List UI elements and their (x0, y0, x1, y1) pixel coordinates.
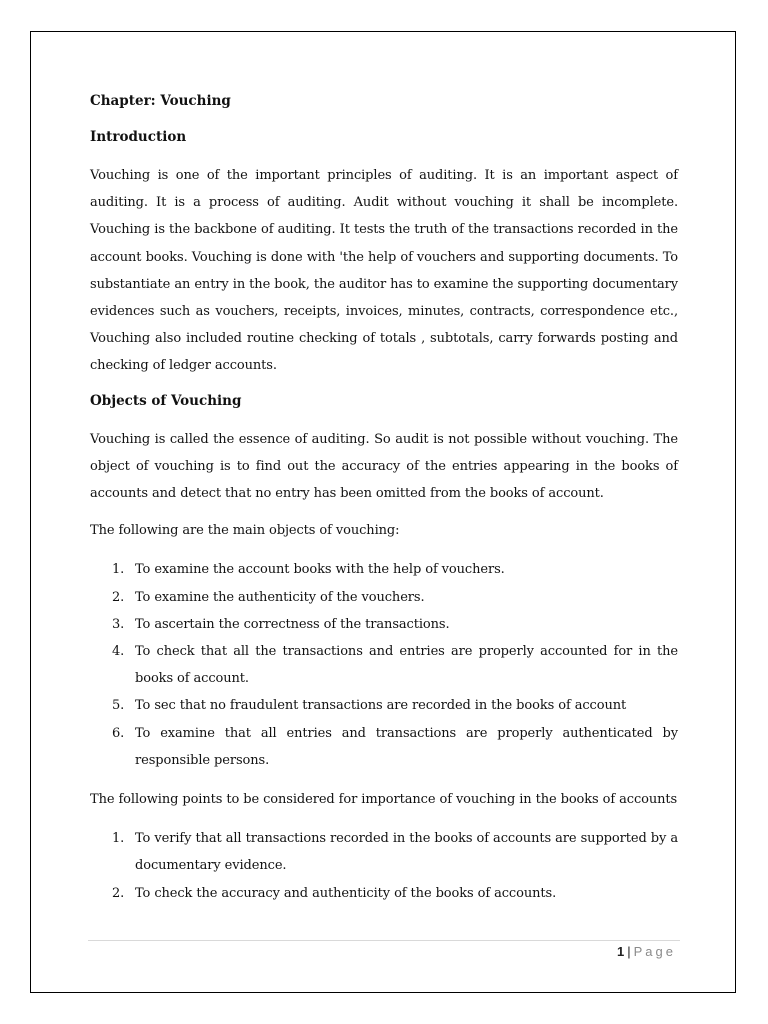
page-number: 1 (617, 944, 625, 959)
document-body (90, 90, 678, 919)
objects-list-intro: The following are the main objects of vouching: (90, 523, 400, 539)
list-item-number: 2. (112, 589, 125, 605)
list-item (90, 692, 678, 719)
objects-list (90, 556, 678, 774)
list-item-number: 3. (112, 616, 125, 632)
list-item (90, 720, 678, 774)
list-item-text: To check the accuracy and authenticity of the books of accounts. (135, 885, 557, 901)
page-footer (617, 942, 676, 962)
list-item-number: 4. (112, 644, 125, 660)
list-item (90, 611, 678, 638)
list-item-text: To check that all the transactions and entries are properly accounted for in the books of account. (135, 644, 678, 687)
introduction-paragraph: Vouching is one of the important principles of auditing. It is an important aspect of auditing. It is a process of auditing. Audit without vouching it shall be incomplete. Vouching is the backbone of auditing. It tests the truth of the transactions recorded in the account books. Vouching is done with 'the help of vouchers and supporting documents. To substantiate an entry in the book, the auditor has to examine the supporting documentary evidences such as vouchers, receipts, invoices, minutes, contracts, correspondence etc., Vouching also included routine checking of totals , subtotals, carry forwards posting and checking of ledger accounts. (90, 168, 678, 374)
list-item-text: To examine the authenticity of the vouchers. (135, 589, 425, 605)
list-item (90, 638, 678, 692)
list-item-text: To verify that all transactions recorded in the books of accounts are supported by a documentary evidence. (135, 831, 678, 874)
list-item-number: 5. (112, 698, 125, 714)
list-item-text: To examine that all entries and transactions are properly authenticated by responsible persons. (135, 725, 678, 768)
list-item-text: To sec that no fraudulent transactions are recorded in the books of account (135, 698, 627, 714)
objects-heading: Objects of Vouching (90, 392, 242, 409)
list-item (90, 584, 678, 611)
list-item-number: 2. (112, 885, 125, 901)
list-item (90, 880, 678, 907)
footer-divider (88, 940, 680, 941)
list-item-text: To examine the account books with the help of vouchers. (135, 562, 505, 578)
list-item-text: To ascertain the correctness of the transactions. (135, 616, 450, 632)
importance-intro: The following points to be considered for importance of vouching in the books of accounts (90, 792, 678, 808)
chapter-title: Chapter: Vouching (90, 93, 231, 109)
page-label: Page (633, 944, 676, 959)
list-item (90, 825, 678, 879)
importance-list (90, 825, 678, 907)
list-item-number: 6. (112, 725, 125, 741)
footer-separator: | (627, 944, 631, 959)
list-item (90, 556, 678, 583)
list-item-number: 1. (112, 831, 125, 847)
list-item-number: 1. (112, 562, 125, 578)
objects-paragraph: Vouching is called the essence of auditing. So audit is not possible without vouching. The object of vouching is to find out the accuracy of the entries appearing in the books of accounts and detect that no entry has been omitted from the books of account. (90, 431, 678, 502)
introduction-heading: Introduction (90, 129, 187, 145)
